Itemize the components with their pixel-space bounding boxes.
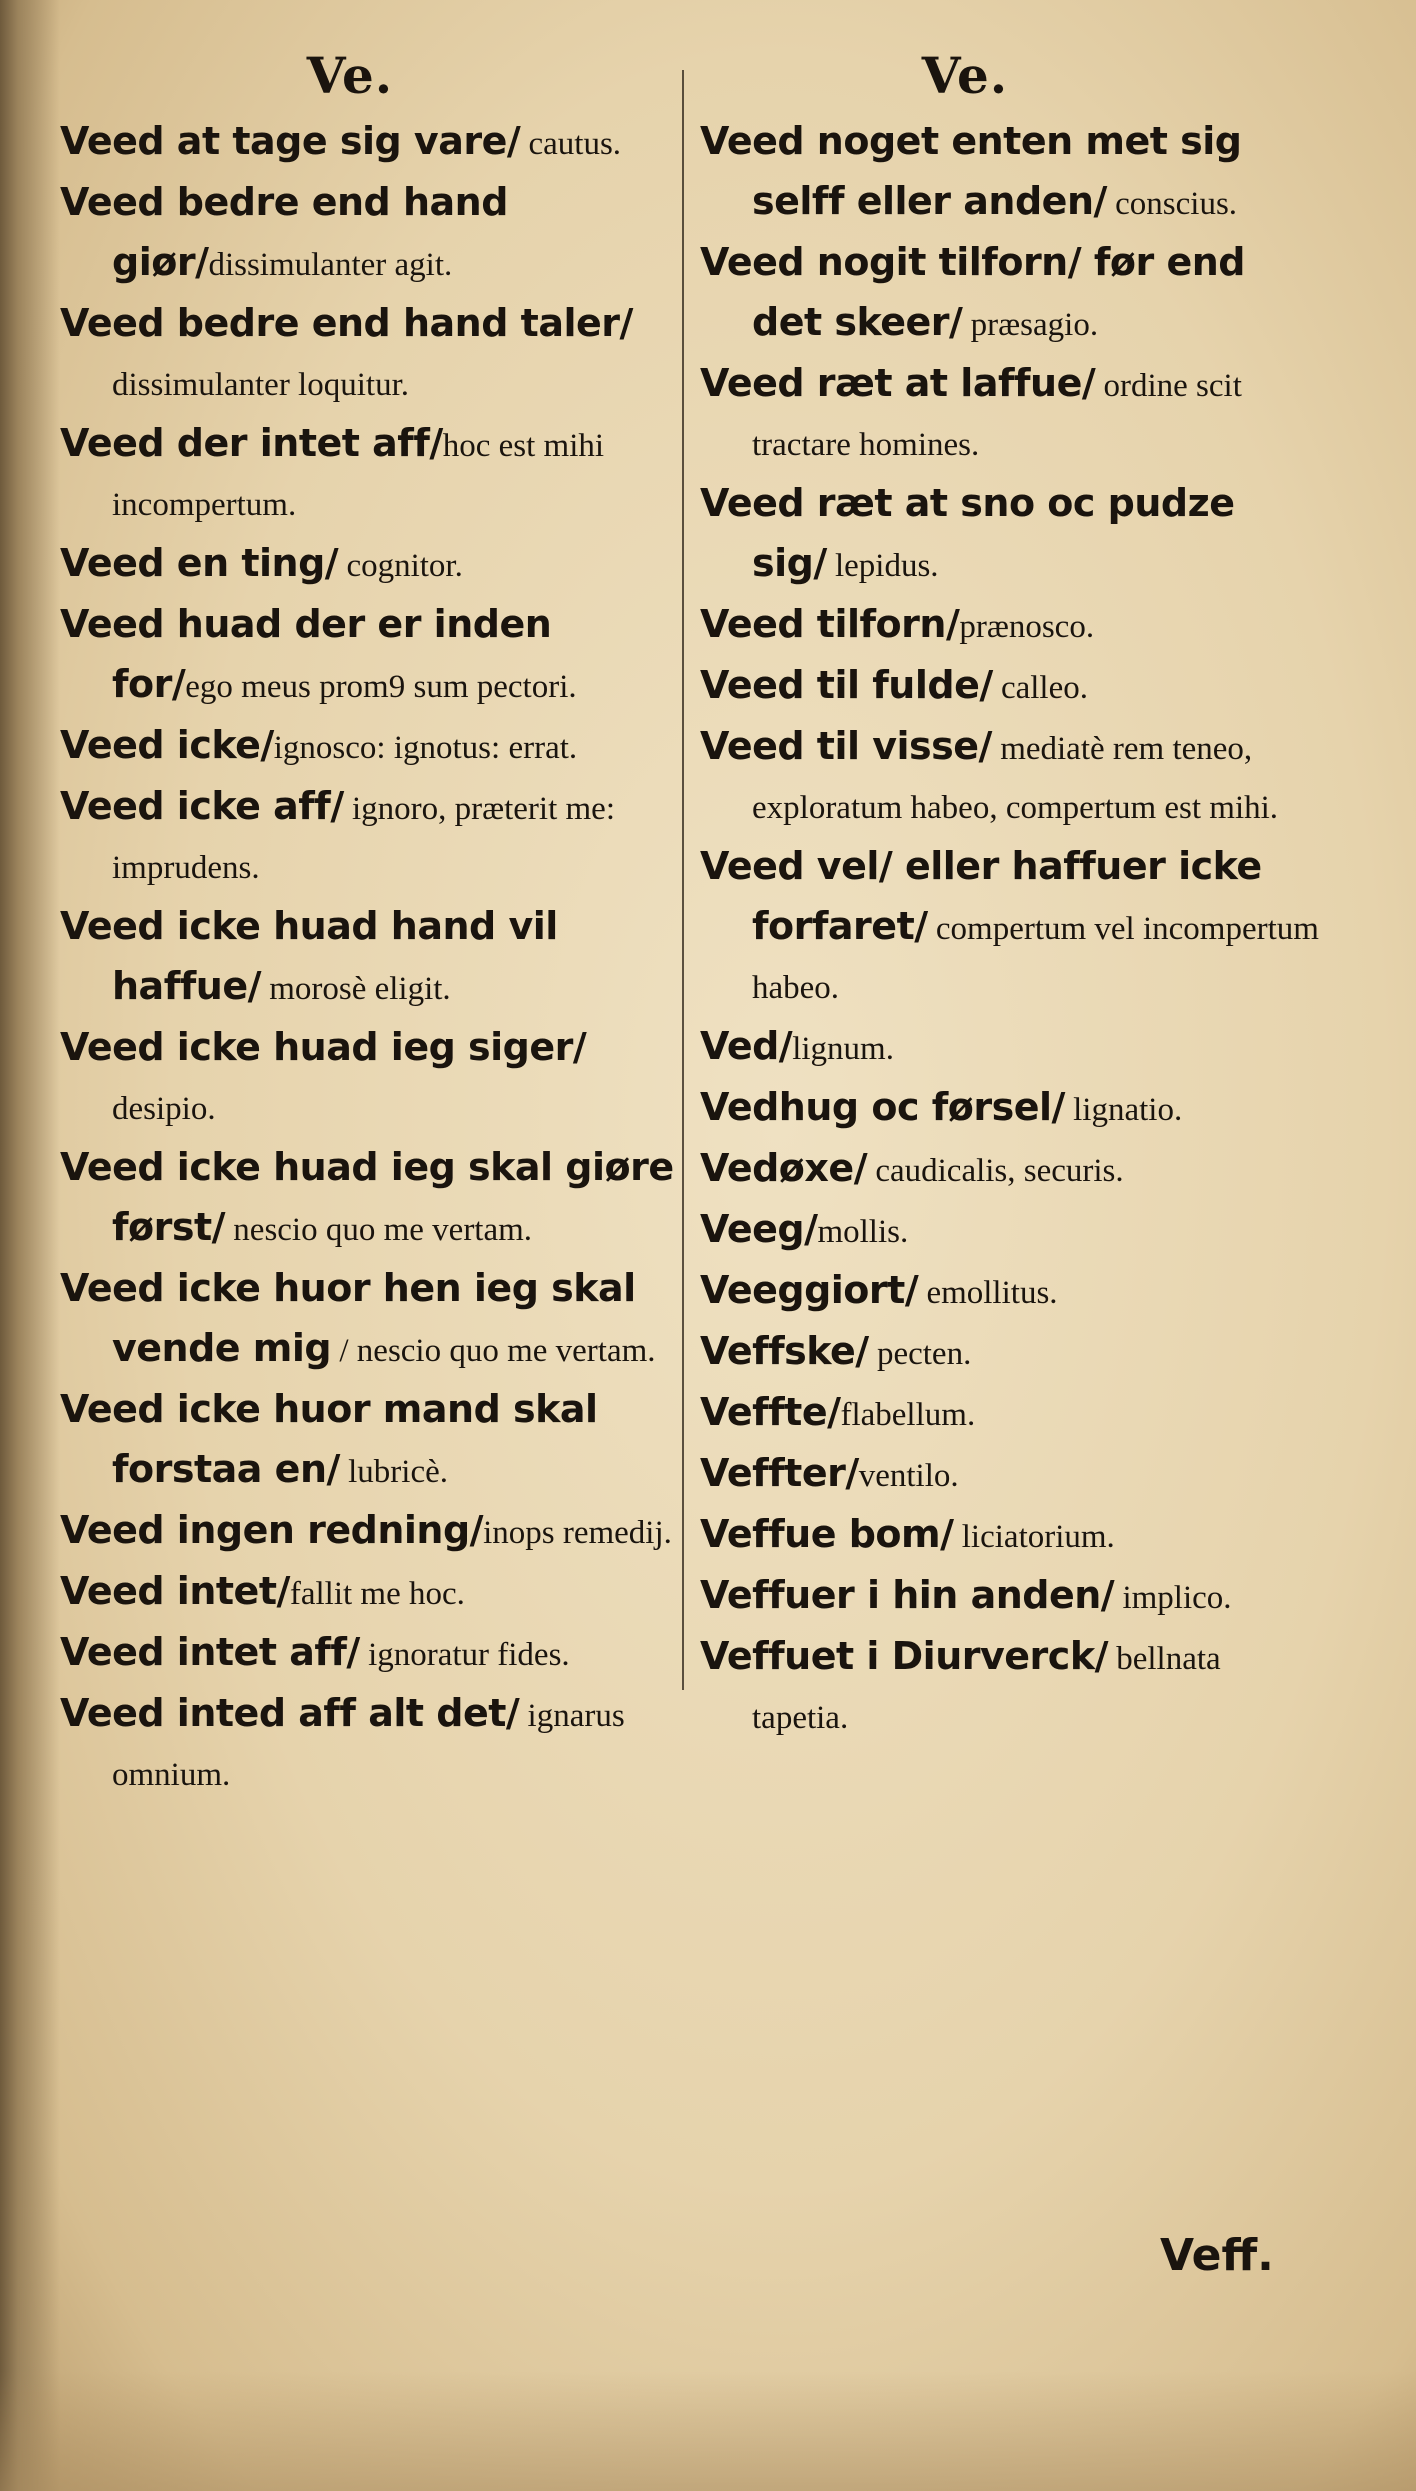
entry-latin-gloss: liciatorium. bbox=[953, 1519, 1115, 1555]
dictionary-entry bbox=[60, 1138, 680, 1259]
dictionary-entry bbox=[60, 595, 680, 716]
dictionary-entry bbox=[700, 233, 1320, 354]
entry-headword: Veed inted aff alt det/ bbox=[60, 1691, 520, 1735]
entry-latin-gloss: implico. bbox=[1114, 1580, 1232, 1616]
entry-latin-gloss: mollis. bbox=[817, 1214, 909, 1250]
entry-headword: Veeggiort/ bbox=[700, 1268, 919, 1312]
entry-headword: Veed ingen redning/ bbox=[60, 1508, 484, 1552]
entry-headword: Veed icke aff/ bbox=[60, 784, 344, 828]
entry-headword: Veed intet aff/ bbox=[60, 1630, 360, 1674]
entry-latin-gloss: desipio. bbox=[112, 1091, 216, 1127]
dictionary-entry bbox=[700, 1566, 1320, 1627]
entry-latin-gloss: præsagio. bbox=[962, 307, 1099, 343]
right-entry-list bbox=[700, 112, 1320, 1747]
dictionary-entry bbox=[60, 897, 680, 1018]
entry-headword: Veffte/ bbox=[700, 1390, 841, 1434]
entry-headword: Veed icke huad hand vil haffue/ bbox=[60, 904, 558, 1008]
dictionary-entry bbox=[700, 656, 1320, 717]
entry-headword: Veed vel/ eller haffuer icke forfaret/ bbox=[700, 844, 1262, 948]
dictionary-entry bbox=[60, 1380, 680, 1501]
entry-headword: Vedøxe/ bbox=[700, 1146, 868, 1190]
entry-latin-gloss: calleo. bbox=[992, 670, 1088, 706]
dictionary-entry bbox=[700, 354, 1320, 474]
dictionary-entry bbox=[60, 414, 680, 534]
entry-latin-gloss: conscius. bbox=[1106, 186, 1238, 222]
entry-headword: Veed tilforn/ bbox=[700, 602, 960, 646]
entry-headword: Veffuet i Diurverck/ bbox=[700, 1634, 1108, 1678]
entry-latin-gloss: ignosco: ignotus: errat. bbox=[273, 730, 578, 766]
entry-latin-gloss: ignoro, præterit me: imprudens. bbox=[112, 791, 615, 886]
column-divider bbox=[682, 70, 684, 1690]
dictionary-entry bbox=[60, 173, 680, 294]
entry-headword: Veed icke/ bbox=[60, 723, 274, 767]
dictionary-entry bbox=[700, 1261, 1320, 1322]
entry-headword: Veed til fulde/ bbox=[700, 663, 993, 707]
entry-headword: Veed at tage sig vare/ bbox=[60, 119, 521, 163]
entry-latin-gloss: ego meus prom9 sum pectori. bbox=[185, 669, 577, 705]
entry-headword: Veed til visse/ bbox=[700, 724, 992, 768]
dictionary-entry bbox=[700, 112, 1320, 233]
dictionary-entry bbox=[60, 1623, 680, 1684]
entry-latin-gloss: bellnata tapetia. bbox=[752, 1641, 1221, 1736]
dictionary-entry bbox=[60, 777, 680, 897]
dictionary-entry bbox=[700, 595, 1320, 656]
entry-latin-gloss: prænosco. bbox=[959, 609, 1095, 645]
left-column bbox=[60, 40, 680, 1804]
dictionary-entry bbox=[60, 534, 680, 595]
right-column-header: Ve. bbox=[921, 46, 1009, 105]
entry-headword: Veffue bom/ bbox=[700, 1512, 954, 1556]
entry-latin-gloss: morosè eligit. bbox=[260, 971, 451, 1007]
dictionary-entry bbox=[60, 1259, 680, 1380]
entry-headword: Veed bedre end hand giør/ bbox=[60, 180, 508, 284]
entry-headword: Veed noget enten met sig selff eller anden/ bbox=[700, 119, 1242, 223]
entry-latin-gloss: lepidus. bbox=[826, 548, 939, 584]
entry-latin-gloss: dissimulanter agit. bbox=[208, 247, 453, 283]
entry-latin-gloss: compertum vel incompertum habeo. bbox=[752, 911, 1319, 1006]
entry-headword: Veed icke huor hen ieg skal vende mig bbox=[60, 1266, 636, 1370]
entry-headword: Veed bedre end hand taler/ bbox=[60, 301, 633, 345]
dictionary-entry bbox=[60, 1501, 680, 1562]
dictionary-entry bbox=[700, 1078, 1320, 1139]
entry-headword: Veffter/ bbox=[700, 1451, 859, 1495]
entry-headword: Veed icke huor mand skal forstaa en/ bbox=[60, 1387, 598, 1491]
entry-headword: Veed en ting/ bbox=[60, 541, 339, 585]
entry-latin-gloss: ventilo. bbox=[858, 1458, 959, 1494]
entry-latin-gloss: cognitor. bbox=[338, 548, 463, 584]
entry-latin-gloss: caudicalis, securis. bbox=[867, 1153, 1124, 1189]
entry-latin-gloss: flabellum. bbox=[840, 1397, 976, 1433]
dictionary-entry bbox=[60, 1684, 680, 1804]
entry-latin-gloss: emollitus. bbox=[918, 1275, 1058, 1311]
entry-latin-gloss: ignoratur fides. bbox=[359, 1637, 570, 1673]
dictionary-entry bbox=[700, 1322, 1320, 1383]
dictionary-entry bbox=[60, 1018, 680, 1138]
left-entry-list bbox=[60, 112, 680, 1804]
page-edge-shading bbox=[0, 2371, 1416, 2491]
entry-latin-gloss: / nescio quo me vertam. bbox=[331, 1333, 656, 1369]
dictionary-entry bbox=[700, 1200, 1320, 1261]
dictionary-entry bbox=[700, 1017, 1320, 1078]
dictionary-entry bbox=[700, 837, 1320, 1017]
entry-latin-gloss: ordine scit tractare homines. bbox=[752, 368, 1242, 463]
dictionary-entry bbox=[60, 112, 680, 173]
dictionary-entry bbox=[60, 1562, 680, 1623]
catchword: Veff. bbox=[1160, 2230, 1274, 2281]
entry-headword: Veed ræt at sno oc pudze sig/ bbox=[700, 481, 1235, 585]
entry-latin-gloss: fallit me hoc. bbox=[289, 1576, 465, 1612]
entry-headword: Veed huad der er inden for/ bbox=[60, 602, 552, 706]
dictionary-entry bbox=[60, 716, 680, 777]
entry-latin-gloss: lignum. bbox=[792, 1031, 894, 1067]
entry-headword: Veed der intet aff/ bbox=[60, 421, 443, 465]
entry-latin-gloss: lubricè. bbox=[339, 1454, 449, 1490]
entry-headword: Veed intet/ bbox=[60, 1569, 290, 1613]
right-column bbox=[700, 40, 1320, 1747]
entry-headword: Veed ræt at laffue/ bbox=[700, 361, 1096, 405]
entry-latin-gloss: dissimulanter loquitur. bbox=[112, 367, 409, 403]
entry-latin-gloss: lignatio. bbox=[1064, 1092, 1183, 1128]
entry-latin-gloss: cautus. bbox=[520, 126, 622, 162]
dictionary-entry bbox=[60, 294, 680, 414]
entry-latin-gloss: mediatè rem teneo, exploratum habeo, compertum est mihi. bbox=[752, 731, 1279, 826]
entry-headword: Veeg/ bbox=[700, 1207, 818, 1251]
entry-latin-gloss: ignarus omnium. bbox=[112, 1698, 625, 1793]
entry-latin-gloss: inops remedij. bbox=[483, 1515, 672, 1551]
dictionary-entry bbox=[700, 1505, 1320, 1566]
dictionary-entry bbox=[700, 1444, 1320, 1505]
entry-headword: Veffske/ bbox=[700, 1329, 869, 1373]
spine-shadow bbox=[0, 0, 60, 2491]
entry-latin-gloss: hoc est mihi incompertum. bbox=[112, 428, 605, 523]
entry-headword: Ved/ bbox=[700, 1024, 793, 1068]
dictionary-entry bbox=[700, 1383, 1320, 1444]
dictionary-entry bbox=[700, 1139, 1320, 1200]
entry-headword: Vedhug oc førsel/ bbox=[700, 1085, 1065, 1129]
dictionary-entry bbox=[700, 474, 1320, 595]
dictionary-entry bbox=[700, 1627, 1320, 1747]
entry-headword: Veffuer i hin anden/ bbox=[700, 1573, 1115, 1617]
entry-headword: Veed icke huad ieg skal giøre først/ bbox=[60, 1145, 674, 1249]
entry-headword: Veed icke huad ieg siger/ bbox=[60, 1025, 587, 1069]
left-column-header: Ve. bbox=[306, 46, 394, 105]
entry-latin-gloss: pecten. bbox=[868, 1336, 972, 1372]
entry-headword: Veed nogit tilforn/ før end det skeer/ bbox=[700, 240, 1245, 344]
dictionary-entry bbox=[700, 717, 1320, 837]
entry-latin-gloss: nescio quo me vertam. bbox=[225, 1212, 533, 1248]
